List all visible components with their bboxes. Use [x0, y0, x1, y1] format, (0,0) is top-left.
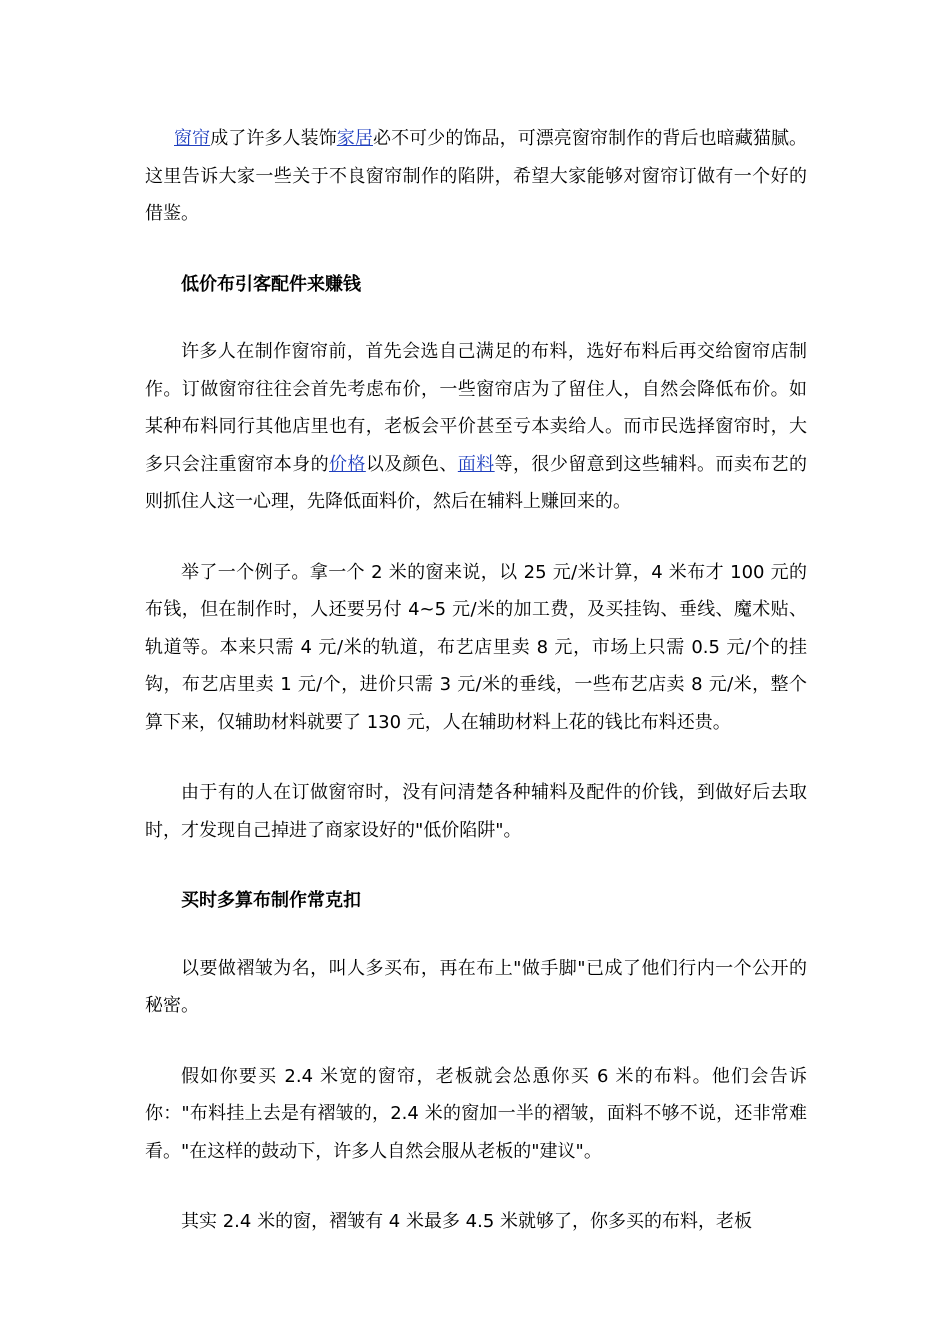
s1p1-text-1: 许多人在制作窗帘前，首先会选自己满足的布料，选好布料后再交给窗帘店制作。订做窗帘往往会首先考虑布价，一些窗帘店为了留住人，自然会降低布价。如某种布料同行其他店里也有，老板会平价甚至亏本卖给人。而市民选择窗帘时，大多只会注重窗帘本身的	[145, 341, 807, 475]
intro-text-2: 必不可少的饰品，可漂亮窗帘制作的背后也暗藏猫腻。这里告诉大家一些关于不良窗帘制作的陷阱，希望大家能够对窗帘订做有一个好的借鉴。	[145, 128, 808, 224]
link-home[interactable]: 家居	[336, 128, 373, 149]
section2-paragraph-3: 其实 2.4 米的窗，褶皱有 4 米最多 4.5 米就够了，你多买的布料，老板	[181, 1211, 753, 1232]
s1p1-text-3: 等，很少留意到这些辅料。而卖布艺的则抓住人这一心理，先降低面料价，然后在辅料上赚回来的。	[145, 453, 808, 512]
link-curtain[interactable]: 窗帘	[174, 128, 211, 149]
spacer	[145, 1025, 807, 1058]
section1-paragraph-2: 举了一个例子。拿一个 2 米的窗来说，以 25 元/米计算，4 米布才 100 元的布钱，但在制作时，人还要另付 4~5 元/米的加工费，及买挂钩、垂线、魔术贴、轨道等。本来只需 4 元/米的轨道，布艺店里卖 8 元，市场上只需 0.5 元/个的挂钩，布艺店里卖 1 元/个，进价只需 3 元/米的垂线，一些布艺店卖 8 元/米，整个算下来，仅辅助材料就要了 130 元，人在辅助材料上花的钱比布料还贵。	[145, 561, 807, 733]
spacer	[145, 233, 807, 266]
spacer	[145, 521, 807, 554]
spacer	[145, 303, 807, 333]
section2-paragraph-1: 以要做褶皱为名，叫人多买布，再在布上"做手脚"已成了他们行内一个公开的秘密。	[145, 957, 807, 1016]
spacer	[145, 1170, 807, 1203]
link-price[interactable]: 价格	[329, 453, 366, 475]
section1-paragraph-3: 由于有的人在订做窗帘时，没有问清楚各种辅料及配件的价钱，到做好后去取时，才发现自己掉进了商家设好的"低价陷阱"。	[145, 782, 807, 841]
spacer	[145, 849, 807, 882]
intro-text-1: 成了许多人装饰	[210, 128, 337, 149]
s1p1-text-2: 以及颜色、	[365, 453, 458, 475]
spacer	[145, 920, 807, 950]
spacer	[145, 741, 807, 774]
section2-heading: 买时多算布制作常克扣	[181, 890, 361, 911]
section1-heading: 低价布引客配件来赚钱	[181, 273, 361, 295]
document-content	[145, 120, 807, 1241]
section1-paragraph-1	[145, 333, 807, 521]
intro-paragraph	[145, 120, 807, 233]
section2-paragraph-2: 假如你要买 2.4 米宽的窗帘，老板就会怂恿你买 6 米的布料。他们会告诉你："布料挂上去是有褶皱的，2.4 米的窗加一半的褶皱，面料不够不说，还非常难看。"在这样的鼓动下，许多人自然会服从老板的"建议"。	[145, 1065, 807, 1162]
link-fabric[interactable]: 面料	[457, 453, 495, 475]
